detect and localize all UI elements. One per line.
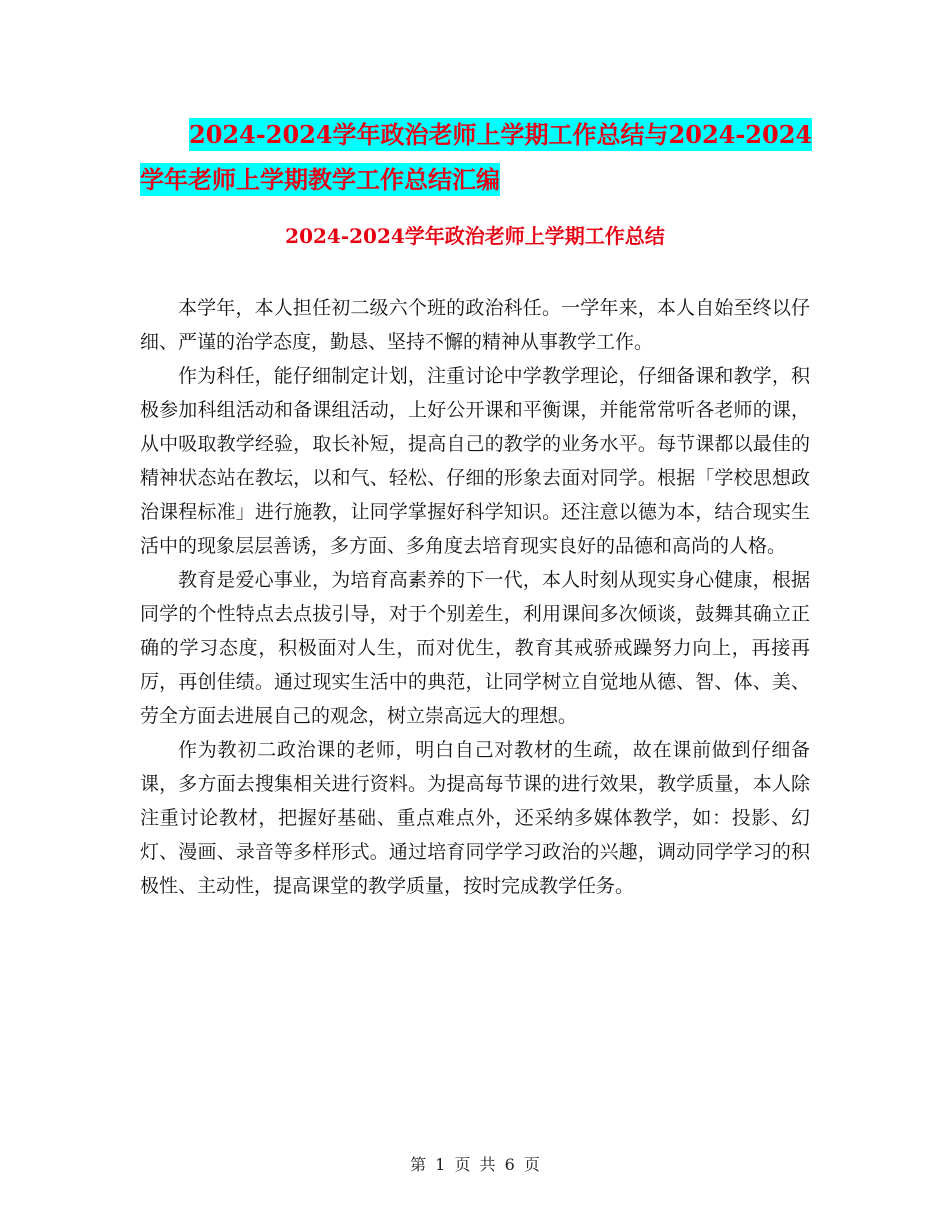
paragraph: 作为科任，能仔细制定计划，注重讨论中学教学理论，仔细备课和教学，积极参加科组活动和备课组活动，上好公开课和平衡课，并能常常听各老师的课，从中吸取教学经验，取长补短，提高自己的教学的业务水平。每节课都以最佳的精神状态站在教坛，以和气、轻松、仔细的形象去面对同学。根据「学校思想政治课程标准」进行施教，让同学掌握好科学知识。还注意以德为本，结合现实生活中的现象层层善诱，多方面、多角度去培育现实良好的品德和高尚的人格。 <box>140 365 810 557</box>
section-title: 2024-2024学年政治老师上学期工作总结 <box>285 224 665 248</box>
page-footer: 第 1 页 共 6 页 <box>410 1155 540 1174</box>
paragraph: 作为教初二政治课的老师，明白自己对教材的生疏，故在课前做到仔细备课，多方面去搜集相关进行资料。为提高每节课的进行效果，教学质量，本人除注重讨论教材，把握好基础、重点难点外，还采纳多媒体教学，如：投影、幻灯、漫画、录音等多样形式。通过培育同学学习政治的兴趣，调动同学学习的积极性、主动性，提高课堂的教学质量，按时完成教学任务。 <box>140 739 810 897</box>
title-line-2: 学年老师上学期教学工作总结汇编 <box>140 165 500 194</box>
title-line-1: 2024-2024学年政治老师上学期工作总结与2024-2024 <box>189 120 813 149</box>
paragraph: 教育是爱心事业，为培育高素养的下一代，本人时刻从现实身心健康，根据同学的个性特点去点拔引导，对于个别差生，利用课间多次倾谈，鼓舞其确立正确的学习态度，积极面对人生，而对优生，教育其戒骄戒躁努力向上，再接再厉，再创佳绩。通过现实生活中的典范，让同学树立自觉地从德、智、体、美、劳全方面去进展自己的观念，树立崇高远大的理想。 <box>140 569 810 727</box>
document-body <box>140 291 810 903</box>
document-title <box>140 112 830 202</box>
paragraph: 本学年，本人担任初二级六个班的政治科任。一学年来，本人自始至终以仔细、严谨的治学态度，勤恳、坚持不懈的精神从事教学工作。 <box>140 297 810 353</box>
